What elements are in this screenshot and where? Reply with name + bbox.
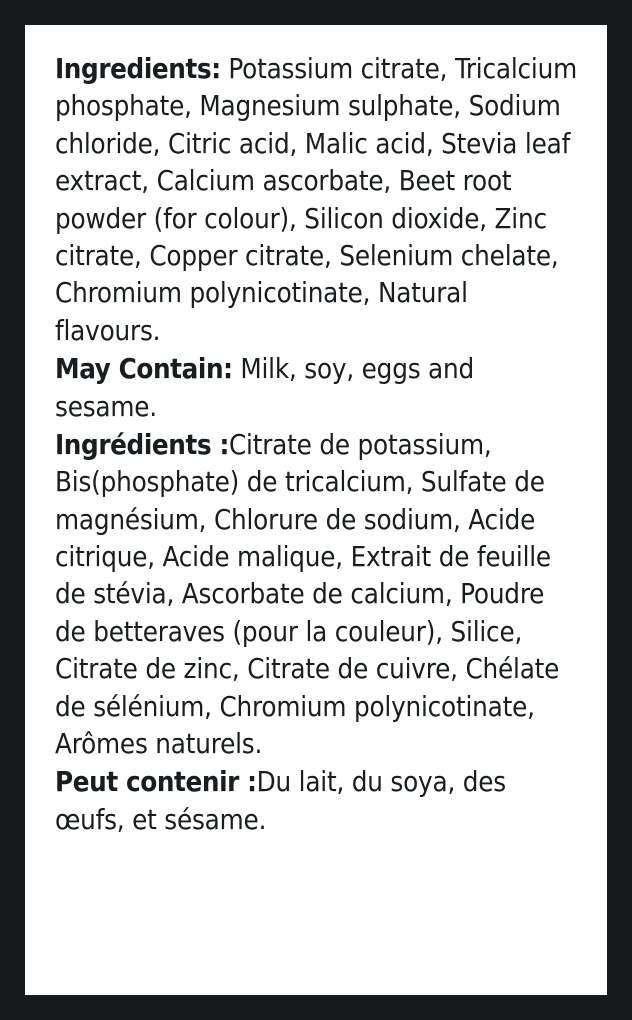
ingredients-french-heading: Ingrédients : (55, 428, 229, 461)
ingredient-label-panel (20, 20, 612, 1000)
may-contain-english-body: Milk, soy, eggs and sesame. (55, 353, 474, 423)
may-contain-english-heading: May Contain: (55, 353, 233, 386)
may-contain-french-heading: Peut contenir : (55, 766, 257, 799)
may-contain-french-section (55, 764, 577, 839)
may-contain-english-section (55, 351, 577, 426)
ingredients-english-heading: Ingredients: (55, 53, 221, 85)
ingredient-label-content (33, 33, 599, 987)
ingredients-french-section (55, 427, 577, 764)
ingredients-english-body: Potassium citrate, Tricalcium phosphate, Magnesium sulphate, Sodium chloride, Citric acid, Malic acid, Stevia leaf extract, Calcium ascorbate, Beet root powder (for colour), Silicon dioxide, Zinc citrate, Copper citrate, Selenium chelate, Chromium polynicotinate, Natural flavours. (55, 53, 577, 347)
ingredients-french-body: Citrate de potassium, Bis(phosphate) de tricalcium, Sulfate de magnésium, Chlorure de sodium, Acide citrique, Acide malique, Extrait de feuille de stévia, Ascorbate de calcium, Poudre de betteraves (pour la couleur), Silice, Citrate de zinc, Citrate de cuivre, Chélate de sélénium, Chromium polynicotinate, Arômes naturels. (55, 428, 560, 761)
ingredients-english-section (55, 51, 577, 350)
may-contain-french-body: Du lait, du soya, des œufs, et sésame. (55, 766, 506, 836)
